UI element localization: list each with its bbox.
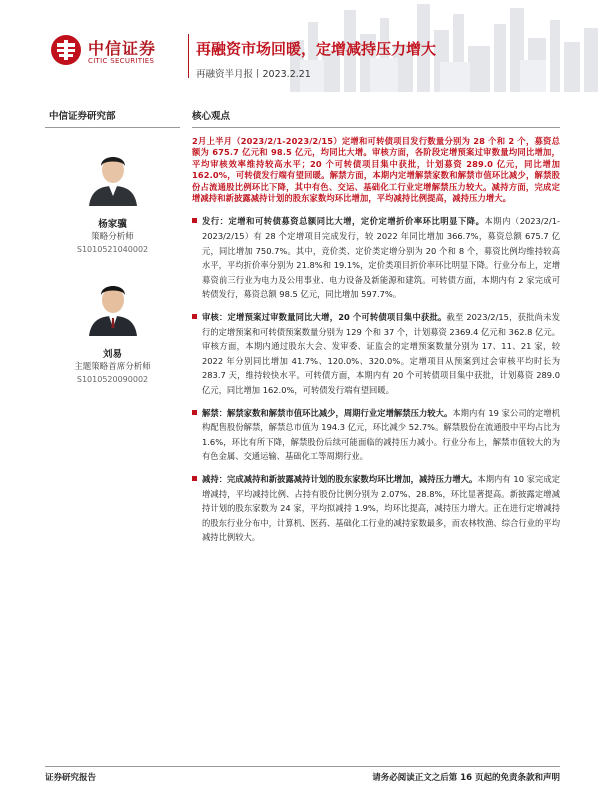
report-title: 再融资市场回暖，定增减持压力增大 — [196, 40, 437, 58]
analyst-name: 杨家骥 — [98, 219, 127, 230]
section-reduction — [192, 472, 560, 545]
section-lead: 审核：定增预案过审数量同比大增，20 个可转债项目集中获批。 — [202, 312, 447, 322]
section-lead: 发行：定增和可转债募资总额同比大增，定价定增折价率环比明显下降。 — [202, 216, 485, 227]
header-divider — [188, 34, 189, 78]
core-views-panel — [192, 108, 560, 545]
report-header — [0, 0, 600, 92]
section-lead: 减持：完成减持和新披露减持计划的股东家数均环比增加，减持压力增大。 — [202, 473, 478, 484]
footer-divider — [45, 766, 560, 767]
citic-logo-mark-icon — [50, 34, 82, 66]
analyst-photo-icon — [83, 146, 143, 206]
analyst-sidebar — [45, 108, 180, 386]
core-views-heading: 核心观点 — [192, 108, 560, 128]
analyst-role: 主题策略首席分析师 — [74, 362, 151, 372]
section-issuance — [192, 214, 560, 302]
section-unlock — [192, 406, 560, 464]
bullet-square-icon — [192, 218, 197, 223]
section-body: 截至 2023/2/15，获批尚未发行的定增预案和可转债预案数量分别为 129 个和 37 个，计划募资 2369.4 亿元和 362.8 亿元。审核方面，本期内通过股东大会、发审委、证监会的定增预案数量分别为 17、11、21 家，较 2022 年分别同比增加 41.7%、120.0%、320.0%。定增项目从预案到过会审核平均时长为 283.7 天，维持较快水平。可转债方面，本期内有 20 个可转债项目集中获批，计划募资 289.0 亿元，同比增加 162.0%，可转债发行端有望回暖。 — [202, 312, 560, 395]
brand-name-cn: 中信证券 — [88, 39, 157, 58]
analyst-card — [45, 276, 180, 386]
footer-report-type: 证券研究报告 — [45, 773, 97, 783]
section-body: 本期内有 10 家完成定增减持，平均减持比例、占持有股份比例分别为 2.07%、28.8%，环比显著提高。新披露定增减持计划的股东家数为 24 家，平均拟减持 1.9%，均环比提高，减持压力增大。正在进行定增减持的股东行业分布中，计算机、医药、基础化工行业的减持家数最多，而农林牧渔、综合行业的平均减持比例较大。 — [202, 473, 560, 543]
analyst-role: 策略分析师 — [91, 232, 134, 242]
citic-logo — [50, 32, 180, 76]
analyst-card — [45, 146, 180, 256]
bullet-square-icon — [192, 314, 197, 319]
analyst-license-id: S1010520090002 — [76, 375, 149, 384]
report-subtitle: 再融资半月报丨2023.2.21 — [196, 69, 311, 80]
section-lead: 解禁：解禁家数和解禁市值环比减少，周期行业定增解禁压力较大。 — [202, 407, 453, 418]
analyst-photo-icon — [83, 276, 143, 336]
section-body: 本期内（2023/2/1-2023/2/15）有 28 个定增项目完成发行，较 2022 年同比增加 366.7%，募资总额 675.7 亿元，同比增加 750.7%。其中，竞价类、定价类定增分别为 20 个和 8 个，募资比例均维持较高水平，平均折价率分别为 21.8%和 19.1%，定价类项目折价率环比明显下降。行业分布上，定增募资前三行业为电力及公用事业、电力设备及新能源和建筑。可转债方面，本期内有 2 家完成可转债发行，募资总额 98.5 亿元，同比增加 597.7%。 — [202, 216, 560, 300]
bullet-square-icon — [192, 476, 197, 481]
footer-disclaimer: 请务必阅读正文之后第 16 页起的免责条款和声明 — [372, 773, 560, 783]
section-review — [192, 310, 560, 398]
section-body: 本期内有 19 家公司的定增机构配售股份解禁，解禁总市值为 194.3 亿元，环比减少 52.7%。解禁股份在流通股中平均占比为 1.6%，环比有所下降，解禁股份后续可能面临的减持压力减小。行业分布上，解禁市值较大的为有色金属、交通运输、基础化工等周期行业。 — [202, 407, 560, 462]
bullet-square-icon — [192, 410, 197, 415]
summary-paragraph: 2月上半月（2023/2/1-2023/2/15）定增和可转债项目发行数量分别为 28 个和 2 个，募资总额为 675.7 亿元和 98.5 亿元，均同比大增。审核方面，各阶段定增预案过审数量均同比增加，平均审核效率维持较高水平；20 个可转债项目集中获批，计划募资 289.0 亿元，同比增加 162.0%，可转债发行端有望回暖。解禁方面，本期内定增解禁家数和解禁市值环比减少，解禁股份占流通股比例环比下降，其中有色、交运、基础化工行业定增解禁压力较大。减持方面，完成定增减持和新披露减持计划的股东家数均环比增加，平均减持比例提高，减持压力增大。 — [192, 136, 560, 204]
brand-name-en: CITIC SECURITIES — [88, 57, 155, 65]
analyst-license-id: S1010521040002 — [76, 245, 149, 254]
analyst-name: 刘易 — [102, 349, 122, 360]
research-dept-heading: 中信证券研究部 — [45, 108, 180, 128]
